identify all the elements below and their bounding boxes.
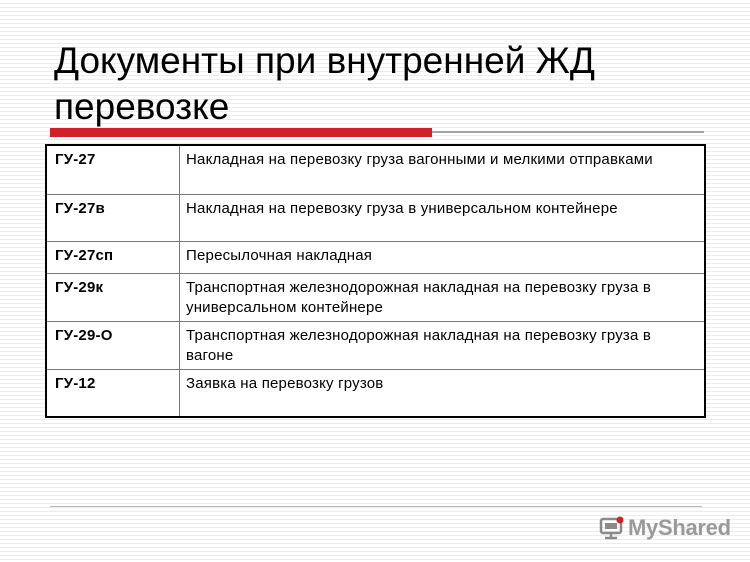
document-code: ГУ-27сп (46, 241, 180, 273)
documents-table (45, 144, 706, 418)
document-description: Накладная на перевозку груза в универсальном контейнере (180, 194, 706, 241)
table-row (46, 369, 705, 417)
title-underline-red (50, 128, 432, 137)
document-code: ГУ-29-О (46, 321, 180, 369)
document-description: Пересылочная накладная (180, 241, 706, 273)
table-row (46, 321, 705, 369)
document-code: ГУ-27в (46, 194, 180, 241)
document-description: Накладная на перевозку груза вагонными и мелкими отправками (180, 145, 706, 194)
myshared-logo-icon (599, 515, 625, 541)
table-row (46, 273, 705, 321)
document-description: Заявка на перевозку грузов (180, 369, 706, 417)
table-row (46, 194, 705, 241)
document-code: ГУ-29к (46, 273, 180, 321)
myshared-logo[interactable] (599, 514, 731, 542)
title-underline-gray (432, 131, 704, 133)
table-row (46, 241, 705, 273)
document-description: Транспортная железнодорожная накладная на перевозку груза в вагоне (180, 321, 706, 369)
table-row (46, 145, 705, 194)
document-code: ГУ-12 (46, 369, 180, 417)
slide-title: Документы при внутренней ЖД перевозке (54, 40, 595, 127)
document-code: ГУ-27 (46, 145, 180, 194)
footer-divider (50, 506, 702, 507)
logo-text: MyShared (628, 515, 731, 540)
document-description: Транспортная железнодорожная накладная на перевозку груза в универсальном контейнере (180, 273, 706, 321)
